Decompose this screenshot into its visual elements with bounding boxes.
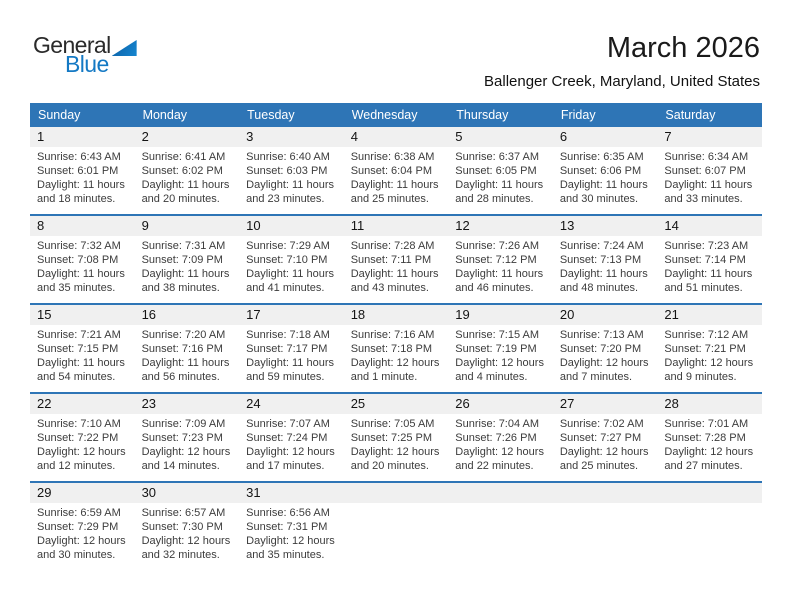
sunset-line: Sunset: 6:06 PM [559,165,642,177]
day-number: 15 [30,305,135,325]
day-number: 5 [448,127,553,147]
daylight-line-1: Daylight: 11 hours [350,179,439,191]
day-details [344,414,449,481]
daylight-line-2: and 18 minutes. [37,193,116,205]
sunrise-line: Sunrise: 7:23 AM [664,240,749,252]
day-number: 3 [239,127,344,147]
day-number [448,483,553,503]
week-row [30,481,762,570]
day-details [448,503,553,570]
day-cell [553,216,658,303]
daylight-line-1: Daylight: 12 hours [141,446,231,458]
day-details [30,503,135,570]
general-blue-logo [33,34,137,76]
sunset-line: Sunset: 7:22 PM [37,432,119,444]
daylight-line-2: and 51 minutes. [664,282,743,294]
day-number: 17 [239,305,344,325]
day-cell [448,127,553,214]
day-number: 18 [344,305,449,325]
daylight-line-2: and 54 minutes. [37,371,116,383]
sunrise-line: Sunrise: 6:41 AM [141,151,226,163]
day-cell [553,394,658,481]
day-details [448,325,553,392]
sunset-line: Sunset: 7:15 PM [37,343,119,355]
weekday-header-sunday: Sunday [38,108,81,122]
daylight-line-2: and 22 minutes. [455,460,534,472]
daylight-line-1: Daylight: 12 hours [246,446,335,458]
day-number: 27 [553,394,658,414]
sunset-line: Sunset: 7:26 PM [455,432,537,444]
day-details [344,147,449,214]
sunset-line: Sunset: 7:19 PM [455,343,537,355]
sunrise-line: Sunrise: 7:29 AM [246,240,330,252]
day-details [657,236,762,303]
day-details [135,503,240,570]
day-details [448,414,553,481]
sunrise-line: Sunrise: 6:56 AM [246,507,330,519]
day-cell [30,483,135,570]
sunrise-line: Sunrise: 7:13 AM [559,329,644,341]
day-details [239,236,344,303]
daylight-line-1: Daylight: 11 hours [141,268,230,280]
daylight-line-2: and 59 minutes. [246,371,325,383]
daylight-line-1: Daylight: 11 hours [664,179,753,191]
day-number: 21 [657,305,762,325]
sunrise-line: Sunrise: 7:02 AM [559,418,644,430]
daylight-line-1: Daylight: 11 hours [246,179,334,191]
day-details [657,147,762,214]
sunset-line: Sunset: 7:25 PM [350,432,433,444]
sunrise-line: Sunrise: 7:32 AM [37,240,121,252]
sunrise-line: Sunrise: 7:12 AM [664,329,749,341]
sunset-line: Sunset: 7:11 PM [350,254,432,266]
sunrise-line: Sunrise: 7:18 AM [246,329,330,341]
day-details [135,236,240,303]
daylight-line-2: and 35 minutes. [246,549,325,561]
empty-day-cell [448,483,553,570]
sunrise-line: Sunrise: 6:43 AM [37,151,121,163]
day-cell [135,483,240,570]
daylight-line-1: Daylight: 11 hours [141,357,230,369]
week-row [30,303,762,392]
daylight-line-2: and 30 minutes. [37,549,116,561]
daylight-line-1: Daylight: 11 hours [559,179,648,191]
daylight-line-1: Daylight: 12 hours [664,446,754,458]
daylight-line-2: and 35 minutes. [37,282,116,294]
day-cell [30,305,135,392]
daylight-line-1: Daylight: 11 hours [246,268,334,280]
day-details [553,414,658,481]
daylight-line-2: and 28 minutes. [455,193,534,205]
daylight-line-2: and 25 minutes. [559,460,639,472]
day-details [657,325,762,392]
sunrise-line: Sunrise: 7:26 AM [455,240,540,252]
day-details [553,147,658,214]
daylight-line-1: Daylight: 12 hours [664,357,754,369]
sunrise-line: Sunrise: 6:34 AM [664,151,749,163]
weekday-header-friday: Friday [560,108,596,122]
day-cell [344,394,449,481]
day-number: 22 [30,394,135,414]
sunset-line: Sunset: 7:21 PM [664,343,746,355]
title-block [484,34,760,90]
sunset-line: Sunset: 7:12 PM [455,254,537,266]
sunset-line: Sunset: 7:28 PM [664,432,746,444]
sunset-line: Sunset: 7:20 PM [559,343,642,355]
sunrise-line: Sunrise: 7:05 AM [350,418,435,430]
sunrise-line: Sunrise: 6:59 AM [37,507,121,519]
day-details [135,325,240,392]
daylight-line-1: Daylight: 12 hours [37,446,126,458]
daylight-line-2: and 56 minutes. [141,371,220,383]
daylight-line-1: Daylight: 12 hours [350,446,440,458]
day-details [239,503,344,570]
daylight-line-1: Daylight: 12 hours [455,446,544,458]
day-cell [657,216,762,303]
sunrise-line: Sunrise: 7:20 AM [141,329,226,341]
daylight-line-1: Daylight: 11 hours [559,268,648,280]
day-cell [239,305,344,392]
day-cell [239,216,344,303]
day-cell [239,127,344,214]
day-cell [239,394,344,481]
day-cell [30,216,135,303]
day-cell [657,127,762,214]
daylight-line-1: Daylight: 11 hours [455,179,544,191]
daylight-line-1: Daylight: 11 hours [246,357,334,369]
daylight-line-2: and 4 minutes. [455,371,528,383]
sunset-line: Sunset: 6:02 PM [141,165,223,177]
daylight-line-1: Daylight: 12 hours [559,446,649,458]
day-cell [344,305,449,392]
daylight-line-1: Daylight: 12 hours [37,535,126,547]
daylight-line-2: and 25 minutes. [350,193,429,205]
daylight-line-2: and 9 minutes. [664,371,737,383]
daylight-line-1: Daylight: 11 hours [350,268,439,280]
day-number: 2 [135,127,240,147]
sunset-line: Sunset: 7:14 PM [664,254,746,266]
weekday-header-thursday: Thursday [456,108,509,122]
daylight-line-1: Daylight: 12 hours [350,357,440,369]
daylight-line-1: Daylight: 11 hours [141,179,230,191]
day-details [30,325,135,392]
week-row [30,392,762,481]
day-number: 20 [553,305,658,325]
daylight-line-1: Daylight: 12 hours [141,535,231,547]
day-number: 29 [30,483,135,503]
weekday-header-wednesday: Wednesday [351,108,418,122]
day-number: 30 [135,483,240,503]
day-cell [448,394,553,481]
sunrise-line: Sunrise: 6:37 AM [455,151,540,163]
daylight-line-2: and 27 minutes. [664,460,743,472]
sunset-line: Sunset: 7:17 PM [246,343,328,355]
day-details [30,147,135,214]
daylight-line-1: Daylight: 12 hours [246,535,335,547]
daylight-line-2: and 23 minutes. [246,193,325,205]
empty-day-cell [344,483,449,570]
sunrise-line: Sunrise: 7:07 AM [246,418,330,430]
empty-day-cell [553,483,658,570]
day-number [657,483,762,503]
day-number: 8 [30,216,135,236]
day-number: 7 [657,127,762,147]
day-details [553,236,658,303]
daylight-line-1: Daylight: 11 hours [455,268,544,280]
sunrise-line: Sunrise: 7:01 AM [664,418,749,430]
daylight-line-2: and 46 minutes. [455,282,534,294]
day-number [344,483,449,503]
daylight-line-1: Daylight: 11 hours [37,179,125,191]
daylight-line-1: Daylight: 12 hours [455,357,544,369]
daylight-line-2: and 32 minutes. [141,549,220,561]
day-number: 31 [239,483,344,503]
sunset-line: Sunset: 7:29 PM [37,521,119,533]
day-cell [657,394,762,481]
sunrise-line: Sunrise: 7:21 AM [37,329,121,341]
daylight-line-2: and 14 minutes. [141,460,220,472]
day-details [135,414,240,481]
day-details [344,325,449,392]
day-cell [657,305,762,392]
sunrise-line: Sunrise: 7:10 AM [37,418,121,430]
sunrise-line: Sunrise: 6:40 AM [246,151,330,163]
sunset-line: Sunset: 7:31 PM [246,521,328,533]
week-row [30,214,762,303]
day-number: 14 [657,216,762,236]
day-number: 9 [135,216,240,236]
day-cell [30,127,135,214]
sunrise-line: Sunrise: 7:16 AM [350,329,435,341]
day-number: 25 [344,394,449,414]
day-number: 11 [344,216,449,236]
day-number: 4 [344,127,449,147]
page-title: March 2026 [606,32,760,64]
day-details [657,414,762,481]
day-details [30,236,135,303]
calendar-weeks [30,127,762,570]
day-cell [135,305,240,392]
day-details [448,236,553,303]
sunset-line: Sunset: 7:08 PM [37,254,119,266]
daylight-line-2: and 1 minute. [350,371,418,383]
day-cell [30,394,135,481]
sunset-line: Sunset: 7:16 PM [141,343,223,355]
sunset-line: Sunset: 7:10 PM [246,254,328,266]
sunset-line: Sunset: 7:18 PM [350,343,433,355]
day-details [344,503,449,570]
day-cell [344,216,449,303]
sunrise-line: Sunrise: 7:04 AM [455,418,540,430]
logo-text-general: General [33,32,111,58]
daylight-line-1: Daylight: 11 hours [664,268,753,280]
sunrise-line: Sunrise: 7:28 AM [350,240,435,252]
day-number: 26 [448,394,553,414]
day-number: 16 [135,305,240,325]
empty-day-cell [657,483,762,570]
sunrise-line: Sunrise: 7:31 AM [141,240,226,252]
sunset-line: Sunset: 6:07 PM [664,165,746,177]
weekday-header-monday: Monday [142,108,188,122]
sunset-line: Sunset: 6:03 PM [246,165,328,177]
day-details [553,503,658,570]
daylight-line-2: and 12 minutes. [37,460,116,472]
page-header [0,0,792,103]
day-cell [239,483,344,570]
day-details [239,147,344,214]
daylight-line-2: and 30 minutes. [559,193,639,205]
daylight-line-2: and 33 minutes. [664,193,743,205]
day-number: 13 [553,216,658,236]
daylight-line-1: Daylight: 11 hours [37,357,125,369]
day-number: 10 [239,216,344,236]
sunrise-line: Sunrise: 6:35 AM [559,151,644,163]
weekday-header-row [30,103,762,127]
day-details [30,414,135,481]
daylight-line-2: and 20 minutes. [141,193,220,205]
sunset-line: Sunset: 7:30 PM [141,521,223,533]
day-details [657,503,762,570]
sunset-line: Sunset: 6:01 PM [37,165,119,177]
day-number: 19 [448,305,553,325]
day-cell [448,216,553,303]
weekday-header-tuesday: Tuesday [247,108,295,122]
daylight-line-1: Daylight: 11 hours [37,268,125,280]
sunset-line: Sunset: 7:23 PM [141,432,223,444]
week-row [30,127,762,214]
day-number: 6 [553,127,658,147]
day-cell [135,216,240,303]
daylight-line-2: and 20 minutes. [350,460,429,472]
calendar [30,103,762,570]
daylight-line-1: Daylight: 12 hours [559,357,649,369]
day-cell [344,127,449,214]
day-cell [553,127,658,214]
daylight-line-2: and 17 minutes. [246,460,325,472]
daylight-line-2: and 7 minutes. [559,371,632,383]
daylight-line-2: and 41 minutes. [246,282,325,294]
day-details [448,147,553,214]
logo-text-blue: Blue [65,51,109,77]
sunset-line: Sunset: 6:04 PM [350,165,433,177]
sunset-line: Sunset: 7:13 PM [559,254,642,266]
day-details [344,236,449,303]
day-cell [448,305,553,392]
day-number: 28 [657,394,762,414]
day-number: 1 [30,127,135,147]
day-details [553,325,658,392]
sunrise-line: Sunrise: 6:57 AM [141,507,226,519]
day-cell [553,305,658,392]
daylight-line-2: and 43 minutes. [350,282,429,294]
location-subtitle: Ballenger Creek, Maryland, United States [484,73,760,90]
day-number [553,483,658,503]
sunrise-line: Sunrise: 7:24 AM [559,240,644,252]
sunrise-line: Sunrise: 7:09 AM [141,418,226,430]
sunset-line: Sunset: 7:24 PM [246,432,328,444]
day-number: 12 [448,216,553,236]
sunrise-line: Sunrise: 6:38 AM [350,151,435,163]
day-details [135,147,240,214]
sunrise-line: Sunrise: 7:15 AM [455,329,540,341]
day-number: 24 [239,394,344,414]
sunset-line: Sunset: 7:09 PM [141,254,223,266]
day-details [239,325,344,392]
sunset-line: Sunset: 7:27 PM [559,432,642,444]
sunset-line: Sunset: 6:05 PM [455,165,537,177]
day-cell [135,394,240,481]
weekday-header-saturday: Saturday [665,108,716,122]
day-number: 23 [135,394,240,414]
day-details [239,414,344,481]
day-cell [135,127,240,214]
daylight-line-2: and 48 minutes. [559,282,639,294]
daylight-line-2: and 38 minutes. [141,282,220,294]
